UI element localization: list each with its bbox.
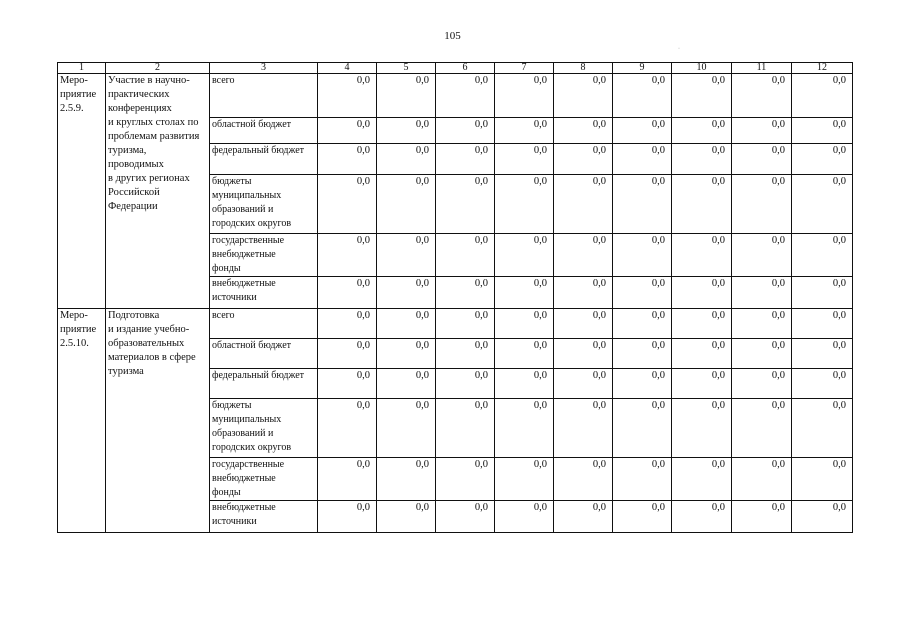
column-header: 6	[436, 63, 495, 74]
measure-title-line: в других регионах	[108, 173, 190, 184]
value-cell: 0,0	[672, 277, 732, 309]
column-header: 4	[318, 63, 377, 74]
value-cell: 0,0	[613, 339, 672, 369]
measure-title	[106, 74, 210, 309]
value-cell: 0,0	[672, 309, 732, 339]
value-cell: 0,0	[554, 118, 613, 144]
value-cell: 0,0	[436, 458, 495, 501]
value-cell: 0,0	[554, 309, 613, 339]
measure-title-line: материалов в сфере	[108, 352, 196, 363]
value-cell: 0,0	[792, 118, 853, 144]
value-cell: 0,0	[495, 234, 554, 277]
value-cell: 0,0	[792, 369, 853, 399]
value-cell: 0,0	[792, 501, 853, 533]
value-cell: 0,0	[672, 369, 732, 399]
value-cell: 0,0	[377, 309, 436, 339]
funding-source-line: внебюджетные	[212, 278, 276, 289]
value-cell: 0,0	[613, 309, 672, 339]
measure-title-line: Подготовка	[108, 310, 160, 321]
funding-source	[210, 234, 318, 277]
value-cell: 0,0	[672, 234, 732, 277]
value-cell: 0,0	[377, 175, 436, 234]
measure-code-line: 2.5.9.	[60, 103, 84, 114]
funding-source-line: бюджеты	[212, 400, 252, 411]
value-cell: 0,0	[554, 144, 613, 175]
value-cell: 0,0	[495, 277, 554, 309]
value-cell: 0,0	[732, 369, 792, 399]
value-cell: 0,0	[672, 399, 732, 458]
value-cell: 0,0	[377, 118, 436, 144]
value-cell: 0,0	[318, 501, 377, 533]
value-cell: 0,0	[495, 144, 554, 175]
measure-title-line: конференциях	[108, 103, 172, 114]
funding-source	[210, 175, 318, 234]
value-cell: 0,0	[318, 175, 377, 234]
value-cell: 0,0	[613, 501, 672, 533]
funding-source	[210, 458, 318, 501]
value-cell: 0,0	[436, 501, 495, 533]
value-cell: 0,0	[495, 369, 554, 399]
value-cell: 0,0	[495, 501, 554, 533]
value-cell: 0,0	[613, 234, 672, 277]
value-cell: 0,0	[377, 399, 436, 458]
measure-title-line: практических	[108, 89, 170, 100]
value-cell: 0,0	[792, 339, 853, 369]
measure-code	[58, 309, 106, 533]
funding-source-line: бюджеты	[212, 176, 252, 187]
value-cell: 0,0	[732, 501, 792, 533]
funding-source	[210, 501, 318, 533]
value-cell: 0,0	[318, 144, 377, 175]
value-cell: 0,0	[554, 369, 613, 399]
value-cell: 0,0	[792, 175, 853, 234]
value-cell: 0,0	[377, 369, 436, 399]
value-cell: 0,0	[732, 309, 792, 339]
value-cell: 0,0	[377, 144, 436, 175]
value-cell: 0,0	[672, 144, 732, 175]
column-header: 3	[210, 63, 318, 74]
table-row	[58, 74, 853, 118]
value-cell: 0,0	[377, 501, 436, 533]
value-cell: 0,0	[377, 277, 436, 309]
value-cell: 0,0	[792, 309, 853, 339]
value-cell: 0,0	[732, 175, 792, 234]
value-cell: 0,0	[436, 234, 495, 277]
value-cell: 0,0	[436, 309, 495, 339]
value-cell: 0,0	[436, 118, 495, 144]
table-row	[58, 309, 853, 339]
value-cell: 0,0	[554, 458, 613, 501]
measure-title-line: и издание учебно-	[108, 324, 190, 335]
value-cell: 0,0	[377, 339, 436, 369]
value-cell: 0,0	[672, 74, 732, 118]
value-cell: 0,0	[792, 458, 853, 501]
value-cell: 0,0	[436, 277, 495, 309]
value-cell: 0,0	[672, 339, 732, 369]
funding-source	[210, 277, 318, 309]
value-cell: 0,0	[613, 74, 672, 118]
value-cell: 0,0	[554, 339, 613, 369]
column-header: 8	[554, 63, 613, 74]
value-cell: 0,0	[554, 175, 613, 234]
value-cell: 0,0	[554, 277, 613, 309]
value-cell: 0,0	[318, 309, 377, 339]
value-cell: 0,0	[436, 144, 495, 175]
funding-source-line: муниципальных	[212, 414, 282, 425]
value-cell: 0,0	[613, 458, 672, 501]
value-cell: 0,0	[377, 458, 436, 501]
funding-source-line: внебюджетные	[212, 473, 276, 484]
measure-code-line: приятие	[60, 89, 97, 100]
column-header: 10	[672, 63, 732, 74]
funding-source: федеральный бюджет	[210, 144, 318, 175]
value-cell: 0,0	[318, 339, 377, 369]
funding-source-line: государственные	[212, 235, 285, 246]
measure-title	[106, 309, 210, 533]
value-cell: 0,0	[732, 144, 792, 175]
value-cell: 0,0	[436, 74, 495, 118]
funding-source: федеральный бюджет	[210, 369, 318, 399]
value-cell: 0,0	[672, 118, 732, 144]
funding-source-line: фонды	[212, 263, 241, 274]
measure-code	[58, 74, 106, 309]
value-cell: 0,0	[495, 118, 554, 144]
funding-source-line: образований и	[212, 428, 274, 439]
measure-title-line: Участие в научно-	[108, 75, 190, 86]
value-cell: 0,0	[495, 309, 554, 339]
column-header: 12	[792, 63, 853, 74]
column-header: 5	[377, 63, 436, 74]
funding-source-line: городских округов	[212, 442, 292, 453]
value-cell: 0,0	[554, 234, 613, 277]
value-cell: 0,0	[613, 369, 672, 399]
funding-source: областной бюджет	[210, 339, 318, 369]
value-cell: 0,0	[672, 175, 732, 234]
measure-title-line: Федерации	[108, 201, 158, 212]
value-cell: 0,0	[732, 234, 792, 277]
funding-source-line: городских округов	[212, 218, 292, 229]
funding-source-line: источники	[212, 516, 257, 527]
funding-source-line: фонды	[212, 487, 241, 498]
value-cell: 0,0	[318, 74, 377, 118]
value-cell: 0,0	[613, 144, 672, 175]
scan-speck: ·	[678, 46, 680, 52]
value-cell: 0,0	[554, 399, 613, 458]
value-cell: 0,0	[318, 234, 377, 277]
value-cell: 0,0	[792, 74, 853, 118]
value-cell: 0,0	[732, 118, 792, 144]
value-cell: 0,0	[377, 74, 436, 118]
measure-title-line: туризма,	[108, 145, 147, 156]
value-cell: 0,0	[554, 501, 613, 533]
measure-code-line: 2.5.10.	[60, 338, 89, 349]
value-cell: 0,0	[436, 339, 495, 369]
value-cell: 0,0	[318, 369, 377, 399]
value-cell: 0,0	[672, 458, 732, 501]
measure-code-line: Меро-	[60, 75, 88, 86]
value-cell: 0,0	[732, 277, 792, 309]
value-cell: 0,0	[792, 277, 853, 309]
funding-source: областной бюджет	[210, 118, 318, 144]
funding-source-line: внебюджетные	[212, 249, 276, 260]
measure-title-line: туризма	[108, 366, 144, 377]
value-cell: 0,0	[318, 399, 377, 458]
value-cell: 0,0	[495, 339, 554, 369]
value-cell: 0,0	[672, 501, 732, 533]
value-cell: 0,0	[732, 339, 792, 369]
value-cell: 0,0	[495, 74, 554, 118]
value-cell: 0,0	[792, 144, 853, 175]
funding-source-line: источники	[212, 292, 257, 303]
value-cell: 0,0	[377, 234, 436, 277]
page-number: 105	[444, 30, 461, 42]
measure-title-line: образовательных	[108, 338, 185, 349]
column-header: 7	[495, 63, 554, 74]
value-cell: 0,0	[436, 175, 495, 234]
measure-title-line: проводимых	[108, 159, 164, 170]
funding-source: всего	[210, 74, 318, 118]
measure-code-line: приятие	[60, 324, 97, 335]
funding-source: всего	[210, 309, 318, 339]
value-cell: 0,0	[732, 74, 792, 118]
value-cell: 0,0	[318, 118, 377, 144]
value-cell: 0,0	[436, 369, 495, 399]
value-cell: 0,0	[495, 175, 554, 234]
value-cell: 0,0	[732, 399, 792, 458]
funding-source-line: образований и	[212, 204, 274, 215]
measure-title-line: Российской	[108, 187, 160, 198]
value-cell: 0,0	[792, 399, 853, 458]
column-header: 1	[58, 63, 106, 74]
value-cell: 0,0	[613, 399, 672, 458]
value-cell: 0,0	[613, 277, 672, 309]
measure-title-line: проблемам развития	[108, 131, 200, 142]
value-cell: 0,0	[613, 175, 672, 234]
column-header: 2	[106, 63, 210, 74]
value-cell: 0,0	[318, 277, 377, 309]
value-cell: 0,0	[792, 234, 853, 277]
value-cell: 0,0	[436, 399, 495, 458]
column-header: 11	[732, 63, 792, 74]
value-cell: 0,0	[318, 458, 377, 501]
funding-source	[210, 399, 318, 458]
value-cell: 0,0	[495, 458, 554, 501]
value-cell: 0,0	[732, 458, 792, 501]
funding-source-line: государственные	[212, 459, 285, 470]
column-number-row	[58, 63, 853, 74]
budget-table	[57, 62, 853, 533]
value-cell: 0,0	[613, 118, 672, 144]
value-cell: 0,0	[495, 399, 554, 458]
funding-source-line: муниципальных	[212, 190, 282, 201]
value-cell: 0,0	[554, 74, 613, 118]
measure-code-line: Меро-	[60, 310, 88, 321]
measure-title-line: и круглых столах по	[108, 117, 199, 128]
column-header: 9	[613, 63, 672, 74]
funding-source-line: внебюджетные	[212, 502, 276, 513]
